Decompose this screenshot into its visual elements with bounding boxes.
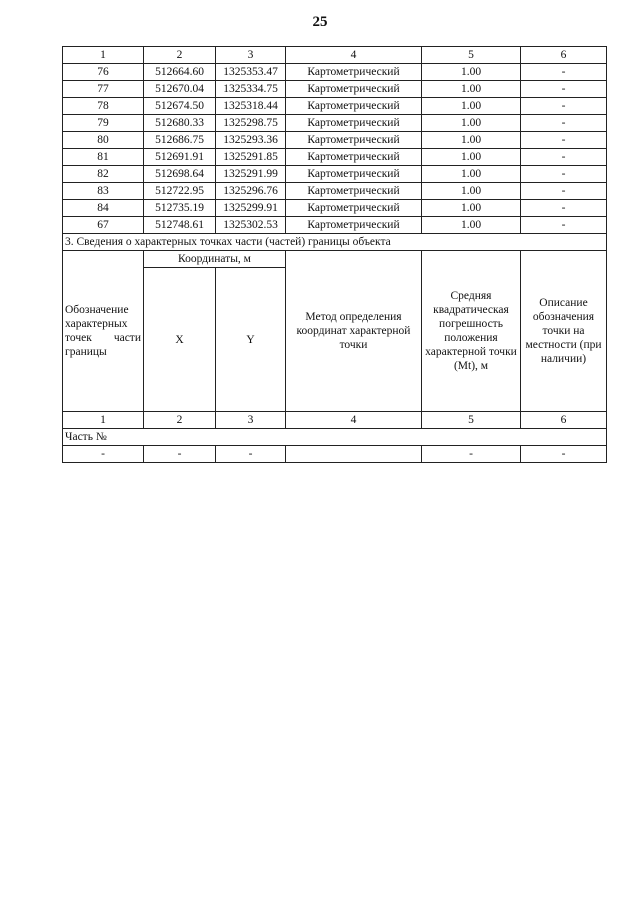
table-cell: Картометрический: [286, 64, 422, 81]
table-cell: 512748.61: [144, 217, 216, 234]
table-cell: -: [521, 149, 607, 166]
table-cell: 512691.91: [144, 149, 216, 166]
table-cell: 1.00: [422, 200, 521, 217]
header-coordinates: Координаты, м: [144, 251, 286, 268]
column-number: 1: [63, 47, 144, 64]
table-row: [63, 115, 607, 132]
table-cell: -: [521, 217, 607, 234]
empty-data-row: [63, 446, 607, 463]
section-title-row: [63, 234, 607, 251]
table-cell: 1.00: [422, 98, 521, 115]
column-number: 5: [422, 412, 521, 429]
table-cell: 1.00: [422, 64, 521, 81]
header-row: [63, 251, 607, 268]
table-row: [63, 217, 607, 234]
table-row: [63, 183, 607, 200]
column-number: 4: [286, 47, 422, 64]
table-cell: -: [63, 446, 144, 463]
table-cell: Картометрический: [286, 98, 422, 115]
table-cell: 83: [63, 183, 144, 200]
header-method: Метод определения координат характерной точки: [286, 251, 422, 412]
table-cell: -: [521, 200, 607, 217]
table-cell: Картометрический: [286, 183, 422, 200]
part-label: Часть №: [63, 429, 607, 446]
part-row: [63, 429, 607, 446]
column-number: 2: [144, 412, 216, 429]
table-row: [63, 64, 607, 81]
table-cell: -: [521, 132, 607, 149]
column-number: 6: [521, 47, 607, 64]
table-cell: 512735.19: [144, 200, 216, 217]
table-cell: -: [521, 166, 607, 183]
table-cell: Картометрический: [286, 166, 422, 183]
header-description: Описание обозначения точки на местности (при наличии): [521, 251, 607, 412]
table-cell: Картометрический: [286, 200, 422, 217]
table-cell: -: [521, 81, 607, 98]
table-row: [63, 98, 607, 115]
table-cell: 76: [63, 64, 144, 81]
column-number: 2: [144, 47, 216, 64]
table-cell: 1325353.47: [216, 64, 286, 81]
table-cell: 512722.95: [144, 183, 216, 200]
column-number: 6: [521, 412, 607, 429]
table-cell: [286, 446, 422, 463]
column-number: 5: [422, 47, 521, 64]
table-cell: -: [521, 183, 607, 200]
table-cell: 84: [63, 200, 144, 217]
table-cell: 512664.60: [144, 64, 216, 81]
table-cell: 1325291.85: [216, 149, 286, 166]
table-cell: 67: [63, 217, 144, 234]
column-number: 4: [286, 412, 422, 429]
header-point-designation: Обозначение характерных точек части границы: [63, 251, 144, 412]
column-number-row: [63, 47, 607, 64]
table-cell: 78: [63, 98, 144, 115]
table-cell: 82: [63, 166, 144, 183]
table-cell: 1325296.76: [216, 183, 286, 200]
table-cell: -: [521, 446, 607, 463]
table-cell: 79: [63, 115, 144, 132]
table-cell: 512680.33: [144, 115, 216, 132]
table-cell: -: [422, 446, 521, 463]
table-cell: -: [144, 446, 216, 463]
table-row: [63, 132, 607, 149]
table-cell: Картометрический: [286, 115, 422, 132]
page-number: 25: [312, 14, 328, 30]
table-cell: Картометрический: [286, 132, 422, 149]
table-row: [63, 81, 607, 98]
table-cell: 1.00: [422, 166, 521, 183]
table-cell: 1.00: [422, 115, 521, 132]
table-cell: Картометрический: [286, 81, 422, 98]
section3-column-number-row: [63, 412, 607, 429]
table-cell: 1.00: [422, 217, 521, 234]
table-cell: 1325291.99: [216, 166, 286, 183]
table-cell: 512670.04: [144, 81, 216, 98]
table-cell: 1325302.53: [216, 217, 286, 234]
table-row: [63, 166, 607, 183]
table-cell: 1325298.75: [216, 115, 286, 132]
table-cell: 1325299.91: [216, 200, 286, 217]
table-cell: 512674.50: [144, 98, 216, 115]
section-title: 3. Сведения о характерных точках части (частей) границы объекта: [63, 234, 607, 251]
table-cell: 81: [63, 149, 144, 166]
column-number: 3: [216, 47, 286, 64]
column-number: 1: [63, 412, 144, 429]
column-number: 3: [216, 412, 286, 429]
table-cell: 512698.64: [144, 166, 216, 183]
table-cell: Картометрический: [286, 149, 422, 166]
header-y: Y: [216, 268, 286, 412]
table-cell: 1.00: [422, 149, 521, 166]
table-cell: Картометрический: [286, 217, 422, 234]
table-cell: 1325334.75: [216, 81, 286, 98]
table-cell: 512686.75: [144, 132, 216, 149]
table-cell: 1325318.44: [216, 98, 286, 115]
table-row: [63, 200, 607, 217]
table-cell: 80: [63, 132, 144, 149]
table-cell: 1.00: [422, 183, 521, 200]
header-error: Средняя квадратическая погрешность положения характерной точки (Mt), м: [422, 251, 521, 412]
coordinates-table: [62, 46, 607, 463]
table-row: [63, 149, 607, 166]
table-cell: 1.00: [422, 81, 521, 98]
table-cell: -: [216, 446, 286, 463]
table-cell: -: [521, 115, 607, 132]
header-x: X: [144, 268, 216, 412]
table-cell: 1325293.36: [216, 132, 286, 149]
table-cell: 1.00: [422, 132, 521, 149]
table-cell: -: [521, 98, 607, 115]
table-cell: -: [521, 64, 607, 81]
table-cell: 77: [63, 81, 144, 98]
